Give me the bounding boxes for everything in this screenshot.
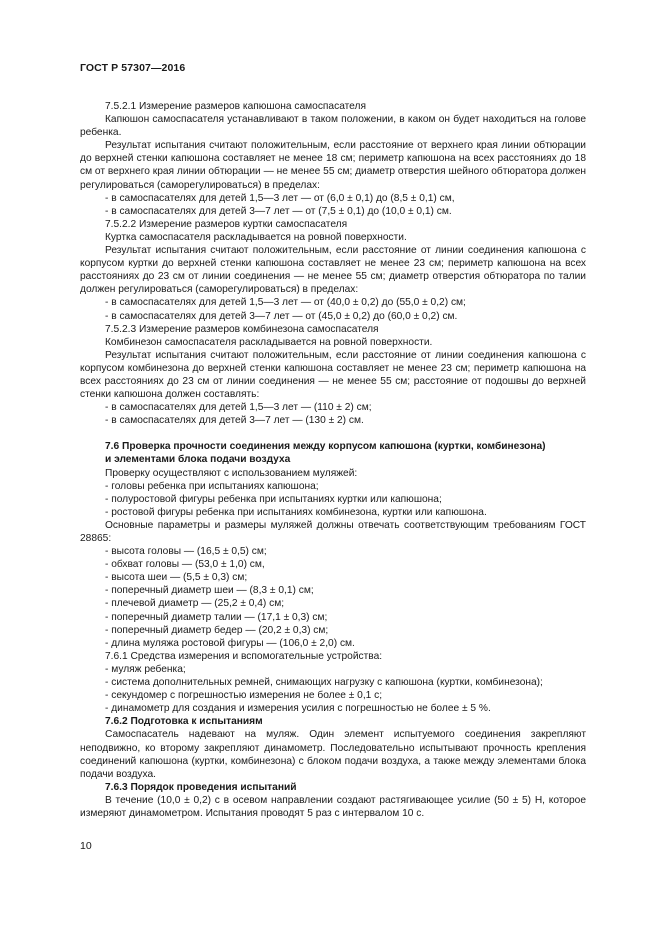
list-item: - поперечный диаметр бедер — (20,2 ± 0,3) см; <box>105 624 329 636</box>
section-7-5-2-3-title: 7.5.2.3 Измерение размеров комбинезона самоспасателя <box>105 323 379 335</box>
list-item: - в самоспасателях для детей 1,5—3 лет — (110 ± 2) см; <box>105 402 372 414</box>
paragraph: Результат испытания считают положительным, если расстояние от верхнего края линии обтюрации до верхней стенки капюшона составляет не менее 18 см; периметр капюшона на всех расстояниях до 18 см от верхнего края линии обтюрации — не менее 55 см; диаметр отверстия шейного обтюратора должен регулироваться (саморегулироваться) в пределах: <box>80 140 586 191</box>
list-item: - головы ребенка при испытаниях капюшона; <box>105 480 319 492</box>
list-item: - муляж ребенка; <box>105 663 186 675</box>
section-7-6-title-line2: и элементами блока подачи воздуха <box>105 454 291 466</box>
section-7-6-title-line1: 7.6 Проверка прочности соединения между корпусом капюшона (куртки, комбинезона) <box>105 441 546 453</box>
document-body <box>80 100 586 820</box>
list-item: - система дополнительных ремней, снимающих нагрузку с капюшона (куртки, комбинезона); <box>105 677 543 689</box>
list-item: - в самоспасателях для детей 3—7 лет — (130 ± 2) см. <box>105 415 364 427</box>
list-item: - в самоспасателях для детей 3—7 лет — от (7,5 ± 0,1) до (10,0 ± 0,1) см. <box>105 205 452 217</box>
list-item: - плечевой диаметр — (25,2 ± 0,4) см; <box>105 598 285 610</box>
list-item: - полуростовой фигуры ребенка при испытаниях куртки или капюшона; <box>105 493 442 505</box>
paragraph: Проверку осуществляют с использованием муляжей: <box>105 467 358 479</box>
paragraph: Самоспасатель надевают на муляж. Один элемент испытуемого соединения закрепляют неподвижно, ко второму закрепляют динамометр. Последовательно испытывают прочность крепления соединений капюшона (куртки, комбинезона) с блоком подачи воздуха, а также между элементами блока подачи воздуха. <box>80 729 586 780</box>
list-item: - длина муляжа ростовой фигуры — (106,0 ± 2,0) см. <box>105 637 355 649</box>
section-7-6-2-title: 7.6.2 Подготовка к испытаниям <box>105 716 263 728</box>
paragraph: Комбинезон самоспасателя раскладывается на ровной поверхности. <box>105 336 433 348</box>
section-7-6-title <box>80 440 586 466</box>
list-item: - обхват головы — (53,0 ± 1,0) см, <box>105 559 265 571</box>
list-item: - высота головы — (16,5 ± 0,5) см; <box>105 546 267 558</box>
section-7-6-1-title: 7.6.1 Средства измерения и вспомогательные устройства: <box>105 650 383 662</box>
list-item: - в самоспасателях для детей 1,5—3 лет — от (40,0 ± 0,2) до (55,0 ± 0,2) см; <box>105 297 466 309</box>
paragraph: Капюшон самоспасателя устанавливают в таком положении, в каком он будет находиться на голове ребенка. <box>80 114 586 139</box>
list-item: - в самоспасателях для детей 1,5—3 лет — от (6,0 ± 0,1) до (8,5 ± 0,1) см, <box>105 192 455 204</box>
page-number: 10 <box>80 840 92 852</box>
document-header: ГОСТ Р 57307—2016 <box>80 62 186 74</box>
paragraph: Куртка самоспасателя раскладывается на ровной поверхности. <box>105 231 407 243</box>
list-item: - динамометр для создания и измерения усилия с погрешностью не более ± 5 %. <box>105 703 491 715</box>
list-item: - ростовой фигуры ребенка при испытаниях комбинезона, куртки или капюшона. <box>105 506 487 518</box>
list-item: - в самоспасателях для детей 3—7 лет — от (45,0 ± 0,2) до (60,0 ± 0,2) см. <box>105 310 458 322</box>
section-7-5-2-2-title: 7.5.2.2 Измерение размеров куртки самоспасателя <box>105 218 348 230</box>
paragraph: Основные параметры и размеры муляжей должны отвечать соответствующим требованиям ГОСТ 28865: <box>80 519 586 544</box>
list-item: - секундомер с погрешностью измерения не более ± 0,1 с; <box>105 690 383 702</box>
paragraph: Результат испытания считают положительным, если расстояние от линии соединения капюшона с корпусом комбинезона до верхней стенки капюшона составляет не менее 23 см; периметр капюшона на всех расстояниях до 23 см от линии соединения — не менее 55 см; расстояние от подошвы до верхней стенки капюшона должен составлять: <box>80 349 586 401</box>
paragraph: В течение (10,0 ± 0,2) с в осевом направлении создают растягивающее усилие (50 ± 5) Н, которое измеряют динамометром. Испытания проводят 5 раз с интервалом 10 с. <box>80 794 586 819</box>
list-item: - поперечный диаметр талии — (17,1 ± 0,3) см; <box>105 611 328 623</box>
paragraph: Результат испытания считают положительным, если расстояние от линии соединения капюшона с корпусом куртки до верхней стенки капюшона составляет не менее 23 см; периметр капюшона на всех расстояниях до 23 см от линии соединения — не менее 55 см; диаметр отверстия обтюратора по талии должен регулироваться (саморегулироваться) в пределах: <box>80 245 586 296</box>
section-7-6-3-title: 7.6.3 Порядок проведения испытаний <box>105 781 297 793</box>
section-7-5-2-1-title: 7.5.2.1 Измерение размеров капюшона самоспасателя <box>105 101 366 112</box>
list-item: - поперечный диаметр шеи — (8,3 ± 0,1) см; <box>105 585 314 597</box>
list-item: - высота шеи — (5,5 ± 0,3) см; <box>105 572 248 584</box>
